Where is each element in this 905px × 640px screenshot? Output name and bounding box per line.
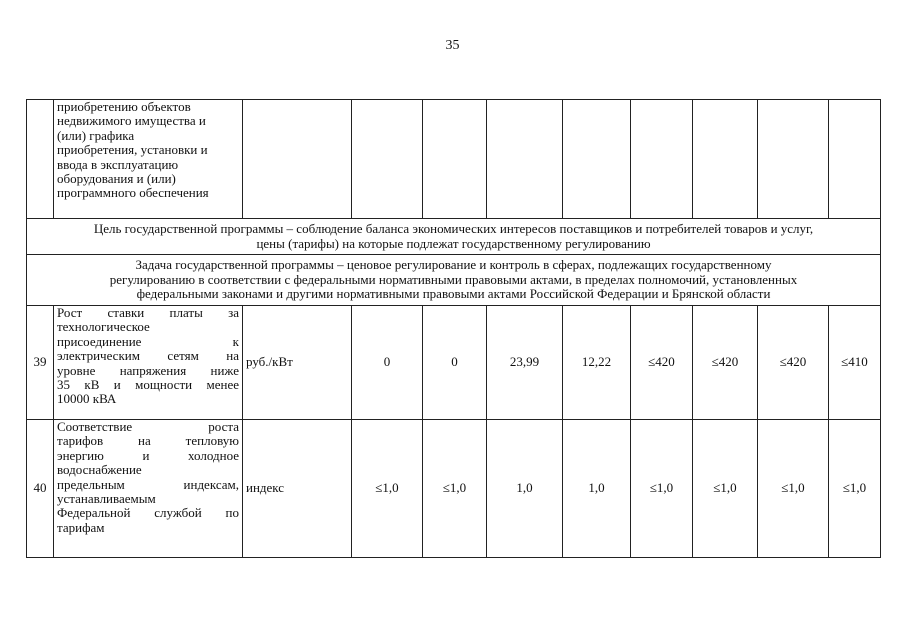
value-cell: 23,99	[487, 306, 563, 420]
cell-empty	[758, 100, 829, 219]
cell-empty	[243, 100, 352, 219]
name-line: водоснабжение	[57, 462, 142, 478]
value-cell: ≤410	[829, 306, 881, 420]
value-cell: ≤1,0	[352, 420, 423, 558]
cell-number	[27, 100, 54, 219]
goal-line: Цель государственной программы – соблюдение баланса экономических интересов поставщиков и потребителей товаров и услуг,	[93, 221, 814, 237]
name-line: 35 кВ и мощности менее	[57, 377, 239, 393]
name-line: (или) графика	[57, 127, 135, 143]
goal-cell	[27, 219, 881, 255]
name-line: оборудования и (или)	[57, 171, 176, 187]
table-row-task	[27, 255, 881, 306]
value-cell: 1,0	[487, 420, 563, 558]
indicator-name	[54, 420, 243, 558]
name-line: уровне напряжения ниже	[57, 362, 239, 378]
indicator-name	[54, 306, 243, 420]
name-line: Рост ставки платы за	[57, 305, 239, 320]
indicators-table	[26, 99, 881, 558]
page-number: 35	[445, 38, 460, 53]
cell-name	[54, 100, 243, 219]
value-cell: ≤1,0	[829, 420, 881, 558]
name-line: устанавливаемым	[57, 491, 156, 507]
value-cell: ≤420	[693, 306, 758, 420]
name-line: тарифов на тепловую	[57, 433, 239, 449]
value-cell: 1,0	[563, 420, 631, 558]
name-line: недвижимого имущества и	[57, 113, 206, 129]
name-line: ввода в эксплуатацию	[57, 156, 179, 172]
task-line: Задача государственной программы – ценовое регулирование и контроль в сферах, подлежащих государственному	[135, 257, 772, 273]
name-line: Соответствие роста	[57, 419, 239, 434]
row-number: 39	[27, 306, 54, 420]
name-line: электрическим сетям на	[57, 348, 239, 364]
value-cell: ≤1,0	[758, 420, 829, 558]
name-line: приобретению объектов	[57, 99, 191, 114]
cell-empty	[563, 100, 631, 219]
value-cell: ≤1,0	[693, 420, 758, 558]
task-line: регулированию в соответствии с федеральными нормативными правовыми актами, в пределах полномочий, установленных	[109, 271, 798, 287]
cell-empty	[829, 100, 881, 219]
value-cell: 0	[423, 306, 487, 420]
cell-empty	[631, 100, 693, 219]
task-cell	[27, 255, 881, 306]
name-line: программного обеспечения	[57, 185, 209, 201]
table-row-continuation	[27, 100, 881, 219]
table-row	[27, 420, 881, 558]
name-line: присоединение к	[57, 333, 239, 349]
name-line: тарифам	[57, 519, 105, 535]
cell-empty	[487, 100, 563, 219]
task-line: федеральными законами и другими нормативными правовыми актами Российской Федерации и Брянской области	[136, 286, 771, 302]
name-line: 10000 кВА	[57, 391, 117, 407]
value-cell: 0	[352, 306, 423, 420]
table-row	[27, 306, 881, 420]
name-line: Федеральной службой по	[57, 505, 239, 521]
unit-cell: индекс	[243, 420, 352, 558]
unit-cell: руб./кВт	[243, 306, 352, 420]
name-line: технологическое	[57, 319, 150, 335]
name-line: энергию и холодное	[57, 447, 239, 463]
goal-line: цены (тарифы) на которые подлежат государственному регулированию	[256, 235, 651, 251]
cell-empty	[423, 100, 487, 219]
value-cell: ≤420	[631, 306, 693, 420]
cell-empty	[352, 100, 423, 219]
value-cell: ≤420	[758, 306, 829, 420]
value-cell: ≤1,0	[423, 420, 487, 558]
table-row-goal	[27, 219, 881, 255]
row-number: 40	[27, 420, 54, 558]
value-cell: ≤1,0	[631, 420, 693, 558]
value-cell: 12,22	[563, 306, 631, 420]
cell-empty	[693, 100, 758, 219]
name-line: предельным индексам,	[57, 476, 239, 492]
name-line: приобретения, установки и	[57, 142, 208, 158]
